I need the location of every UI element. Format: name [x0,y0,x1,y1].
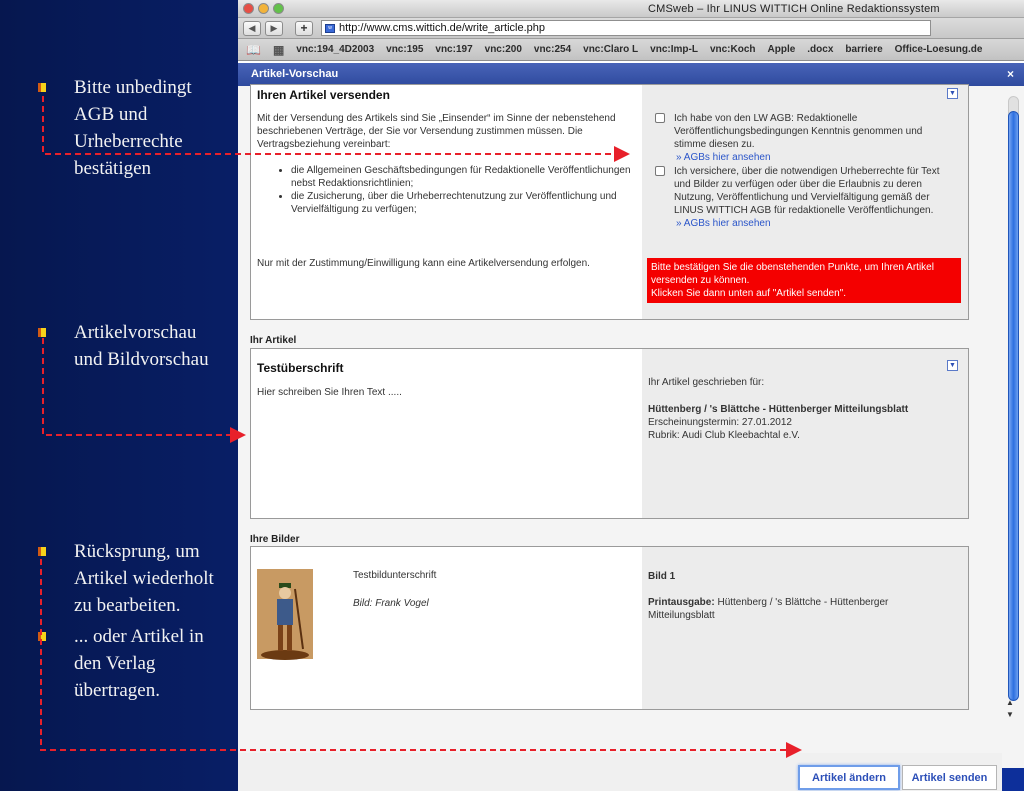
article-section-label: Ihr Artikel [250,335,297,346]
bullet-item [38,319,228,373]
list-item: • die Allgemeinen Geschäftsbedingungen für Redaktionelle Veröffentlichungen nebst Redaktionsrichtlinien; [291,164,641,190]
site-favicon-icon: w [325,24,335,33]
image-meta [642,547,968,709]
bookmark-item[interactable]: vnc:197 [435,44,473,55]
bullet-text: Artikelvorschau und Bildvorschau [74,322,209,370]
article-section [250,348,969,519]
copyright-checkbox[interactable] [655,166,665,176]
edit-article-button[interactable]: Artikel ändern [798,765,900,790]
bullet-marker-icon [38,83,46,92]
bookmark-item[interactable]: barriere [845,44,883,55]
bookmark-item[interactable]: vnc:194_4D2003 [296,44,375,55]
bookmark-item[interactable]: Apple [767,44,796,55]
address-bar[interactable] [321,20,931,36]
dialog-title: Artikel-Vorschau [251,68,339,80]
bookmark-item[interactable]: vnc:200 [484,44,522,55]
bullet-group-preview [38,319,228,373]
send-section-intro: Mit der Versendung des Artikels sind Sie „Einsender“ im Sinne der nebenstehend beschriebenen Verträge, der Sie vor Versendung zustimmen müssen. Die Vertragsbeziehung vereinbart: [257,113,616,150]
contract-list [291,164,641,216]
consent-warning: Bitte bestätigen Sie die obenstehenden Punkte, um Ihren Artikel versenden zu können. Klicken Sie dann unten auf "Artikel senden". [647,258,961,303]
image-meta-info [648,570,948,622]
publication-name: Hüttenberg / 's Blättche - Hüttenberger Mitteilungsblatt [648,404,909,415]
bookmark-item[interactable]: vnc:Koch [709,44,756,55]
images-section [250,546,969,710]
send-section-consent [642,85,968,319]
dialog-header [238,63,1024,86]
image-title: Bild 1 [648,571,676,582]
bullet-group-actions [38,538,228,704]
dialog-body [238,86,1002,784]
bookmark-item[interactable]: vnc:Claro L [583,44,639,55]
dialog-scrollbar[interactable] [1002,86,1024,768]
add-bookmark-button[interactable]: + [295,21,313,36]
images-section-label: Ihre Bilder [250,534,300,545]
bullet-group-agb [38,74,228,182]
window-title: CMSweb – Ihr LINUS WITTICH Online Redaktionssystem [648,3,940,15]
close-window-icon[interactable] [243,3,254,14]
agb-consent-text: Ich habe von den LW AGB: Redaktionelle Veröffentlichungsbedingungen Kenntnis genommen und stimme diesen zu. [674,113,923,150]
bookmark-item[interactable]: Office-Loesung.de [894,44,983,55]
bullet-item [38,623,228,704]
agb-consent [654,112,949,164]
bullet-item [38,74,228,182]
navigation-toolbar [238,18,1024,39]
close-icon[interactable]: × [1006,67,1014,81]
book-icon[interactable]: 📖 [246,42,261,57]
back-button[interactable]: ◀ [243,21,261,36]
bookmark-item[interactable]: vnc:254 [533,44,572,55]
agb-link[interactable]: » AGBs hier ansehen [676,152,771,163]
minimize-window-icon[interactable] [258,3,269,14]
article-headline: Testüberschrift [257,361,344,375]
print-value: Hüttenberg / 's Blättche - Hüttenberger Mitteilungsblatt [648,597,889,621]
forward-button[interactable]: ▶ [265,21,283,36]
bullet-marker-icon [38,328,46,337]
browser-window [238,0,1024,784]
copyright-consent-text: Ich versichere, über die notwendigen Urheberrechte für Text und Bilder zu verfügen oder über die Erlaubnis zu deren Nutzung, Veröffentlichung und Vervielfältigung gemäß der LINUS WITTICH AGB für redaktionelle Veröffentlichungen. [674,166,940,216]
bullet-text: ... oder Artikel in den Verlag übertragen. [74,626,204,701]
list-item: • die Zusicherung, über die Urheberrechtenutzung zur Veröffentlichung und Vervielfältigung zu verfügen; [291,190,641,216]
bullet-text: Bitte unbedingt AGB und Urheberrechte bestätigen [74,77,192,179]
image-caption: Testbildunterschrift [353,570,437,581]
image-credit: Bild: Frank Vogel [353,598,429,609]
grid-icon[interactable]: ▦ [272,42,285,57]
send-article-button[interactable]: Artikel senden [902,765,997,790]
article-meta [642,349,968,518]
bookmarks-bar [238,39,1024,61]
window-titlebar [238,0,1024,18]
agb-link-2[interactable]: » AGBs hier ansehen [676,218,771,229]
article-body: Hier schreiben Sie Ihren Text ..... [257,387,402,398]
send-section [250,84,969,320]
dialog-footer [238,753,1002,791]
collapse-toggle-icon[interactable]: ▼ [947,360,958,371]
bullet-marker-icon [38,547,46,556]
print-label: Printausgabe: [648,597,715,608]
bullet-item [38,538,228,619]
bullet-marker-icon [38,632,46,641]
collapse-toggle-icon[interactable]: ▼ [947,88,958,99]
bookmark-item[interactable]: vnc:Imp-L [650,44,698,55]
bookmark-item[interactable]: .docx [807,44,834,55]
scroll-down-icon[interactable]: ▼ [1006,710,1014,719]
bullet-text: Rücksprung, um Artikel wiederholt zu bearbeiten. [74,541,214,616]
copyright-consent [654,165,949,230]
bookmark-item[interactable]: vnc:195 [386,44,424,55]
article-preview-dialog [238,63,1024,784]
publication-date: Erscheinungstermin: 27.01.2012 [648,417,792,428]
agb-checkbox[interactable] [655,113,665,123]
image-thumbnail[interactable] [257,569,313,659]
article-meta-info [648,376,908,442]
address-url: http://www.cms.wittich.de/write_article.php [339,22,546,34]
written-for-label: Ihr Artikel geschrieben für: [648,377,765,388]
send-section-title: Ihren Artikel versenden [257,88,390,102]
scroll-up-icon[interactable]: ▲ [1006,698,1014,707]
consent-note: Nur mit der Zustimmung/Einwilligung kann eine Artikelversendung erfolgen. [257,258,590,269]
scroll-thumb[interactable] [1008,111,1019,701]
zoom-window-icon[interactable] [273,3,284,14]
rubric: Rubrik: Audi Club Kleebachtal e.V. [648,430,800,441]
